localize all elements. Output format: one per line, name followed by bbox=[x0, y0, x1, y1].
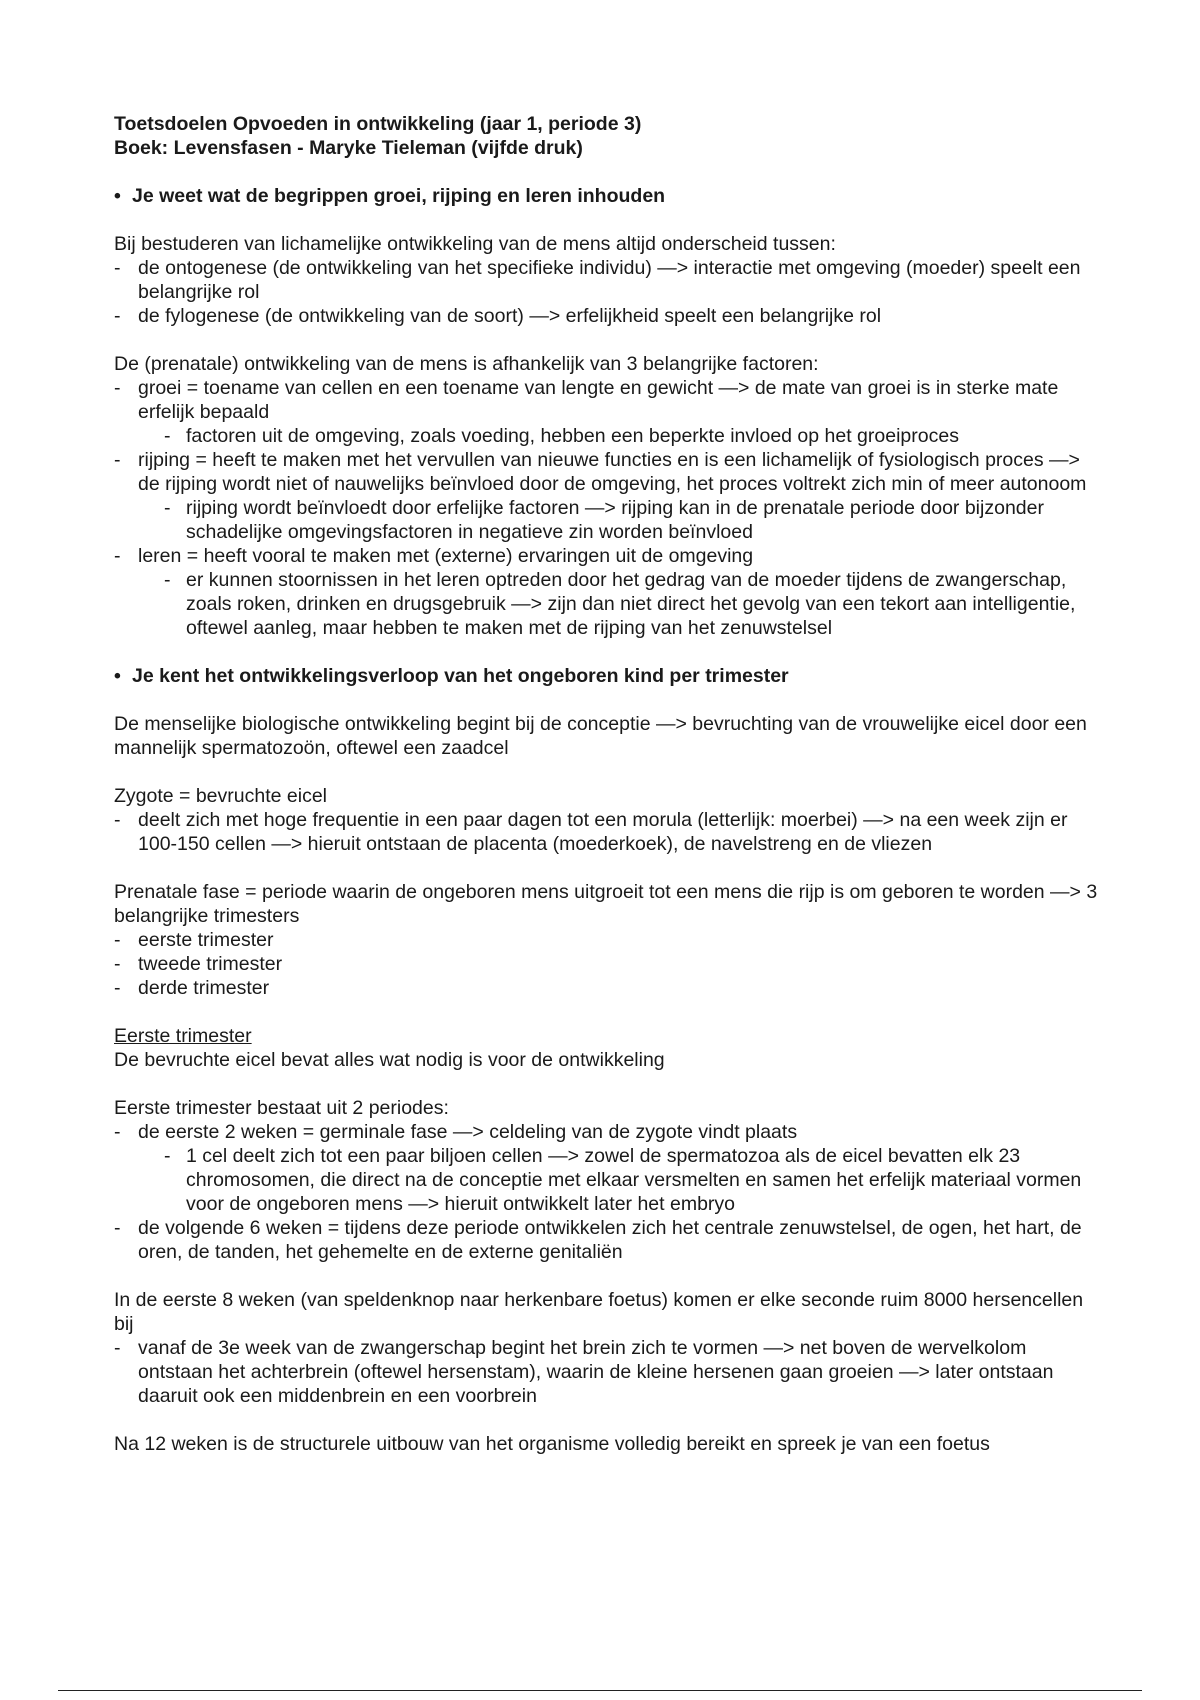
dash-icon: - bbox=[114, 977, 121, 999]
dash-icon: - bbox=[164, 569, 171, 591]
paragraph: Eerste trimester bestaat uit 2 periodes: bbox=[114, 1097, 449, 1119]
dash-icon: - bbox=[114, 1121, 121, 1143]
list-item: - de eerste 2 weken = germinale fase —> celdeling van de zygote vindt plaats bbox=[114, 1121, 798, 1143]
sub-list-item: - 1 cel deelt zich tot een paar biljoen cellen —> zowel de spermatozoa als de eicel bevatten elk 23 chromosomen, die direct na de conceptie met elkaar versmelten en samen het erfelijk materiaal vormen voor de ongeboren mens —> hieruit ontwikkelt later het embryo bbox=[164, 1145, 1082, 1215]
dash-icon: - bbox=[114, 953, 121, 975]
dash-icon: - bbox=[114, 929, 121, 951]
paragraph: Zygote = bevruchte eicel bbox=[114, 785, 327, 807]
list-item: - vanaf de 3e week van de zwangerschap begint het brein zich te vormen —> net boven de wervelkolom ontstaan het achterbrein (oftewel hersenstam), waarin de kleine hersenen gaan groeien —> later ontstaan daaruit ook een middenbrein en een voorbrein bbox=[114, 1337, 1054, 1407]
dash-icon: - bbox=[114, 545, 121, 567]
section-heading-growth: • Je weet wat de begrippen groei, rijping en leren inhouden bbox=[114, 185, 666, 207]
subsection-title: Eerste trimester bbox=[114, 1025, 252, 1047]
paragraph: In de eerste 8 weken (van speldenknop naar herkenbare foetus) komen er elke seconde ruim 8000 hersencellen bij bbox=[114, 1289, 1084, 1335]
section-heading-trimester: • Je kent het ontwikkelingsverloop van het ongeboren kind per trimester bbox=[114, 665, 789, 687]
bullet-icon: • bbox=[114, 665, 121, 687]
paragraph: Prenatale fase = periode waarin de ongeboren mens uitgroeit tot een mens die rijp is om geboren te worden —> 3 belangrijke trimesters bbox=[114, 881, 1098, 927]
dash-icon: - bbox=[114, 305, 121, 327]
list-item: - de ontogenese (de ontwikkeling van het specifieke individu) —> interactie met omgeving (moeder) speelt een belangrijke rol bbox=[114, 257, 1081, 303]
dash-icon: - bbox=[114, 449, 121, 471]
sub-list-item: - er kunnen stoornissen in het leren optreden door het gedrag van de moeder tijdens de zwangerschap, zoals roken, drinken en drugsgebruik —> zijn dan niet direct het gevolg van een tekort aan intelligentie, oftewel aanleg, maar hebben te maken met de rijping van het zenuwstelsel bbox=[164, 569, 1076, 639]
document-page bbox=[114, 112, 1104, 1456]
dash-icon: - bbox=[114, 377, 121, 399]
paragraph: Na 12 weken is de structurele uitbouw van het organisme volledig bereikt en spreek je van een foetus bbox=[114, 1433, 990, 1455]
dash-icon: - bbox=[164, 497, 171, 519]
bullet-icon: • bbox=[114, 185, 121, 207]
list-item: - tweede trimester bbox=[114, 953, 283, 975]
dash-icon: - bbox=[114, 1217, 121, 1239]
dash-icon: - bbox=[114, 809, 121, 831]
list-item: - eerste trimester bbox=[114, 929, 274, 951]
dash-icon: - bbox=[164, 425, 171, 447]
list-item: - derde trimester bbox=[114, 977, 270, 999]
dash-icon: - bbox=[114, 1337, 121, 1359]
list-item-leren: - leren = heeft vooral te maken met (externe) ervaringen uit de omgeving bbox=[114, 545, 754, 567]
paragraph: De bevruchte eicel bevat alles wat nodig is voor de ontwikkeling bbox=[114, 1049, 665, 1071]
dash-icon: - bbox=[164, 1145, 171, 1167]
paragraph: De menselijke biologische ontwikkeling begint bij de conceptie —> bevruchting van de vrouwelijke eicel door een mannelijk spermatozoön, oftewel een zaadcel bbox=[114, 713, 1087, 759]
dash-icon: - bbox=[114, 257, 121, 279]
list-item: - deelt zich met hoge frequentie in een paar dagen tot een morula (letterlijk: moerbei) —> na een week zijn er 100-150 cellen —> hieruit ontstaan de placenta (moederkoek), de navelstreng en de vliezen bbox=[114, 809, 1068, 855]
list-item: - de volgende 6 weken = tijdens deze periode ontwikkelen zich het centrale zenuwstelsel, de ogen, het hart, de oren, de tanden, het gehemelte en de externe genitaliën bbox=[114, 1217, 1082, 1263]
sub-list-item: - factoren uit de omgeving, zoals voeding, hebben een beperkte invloed op het groeiproces bbox=[164, 425, 959, 447]
document-title: Toetsdoelen Opvoeden in ontwikkeling (jaar 1, periode 3) bbox=[114, 113, 642, 135]
list-item-rijping: - rijping = heeft te maken met het vervullen van nieuwe functies en is een lichamelijk of fysiologisch proces —> de rijping wordt niet of nauwelijks beïnvloed door de omgeving, het proces voltrekt zich min of meer autonoom bbox=[114, 449, 1087, 495]
document-subtitle: Boek: Levensfasen - Maryke Tieleman (vijfde druk) bbox=[114, 137, 583, 159]
list-item-groei: - groei = toename van cellen en een toename van lengte en gewicht —> de mate van groei is in sterke mate erfelijk bepaald bbox=[114, 377, 1059, 423]
footer-divider bbox=[58, 1690, 1142, 1691]
sub-list-item: - rijping wordt beïnvloedt door erfelijke factoren —> rijping kan in de prenatale periode door bijzonder schadelijke omgevingsfactoren in negatieve zin worden beïnvloed bbox=[164, 497, 1044, 543]
paragraph: Bij bestuderen van lichamelijke ontwikkeling van de mens altijd onderscheid tussen: bbox=[114, 233, 836, 255]
paragraph: De (prenatale) ontwikkeling van de mens is afhankelijk van 3 belangrijke factoren: bbox=[114, 353, 819, 375]
list-item: - de fylogenese (de ontwikkeling van de soort) —> erfelijkheid speelt een belangrijke rol bbox=[114, 305, 882, 327]
